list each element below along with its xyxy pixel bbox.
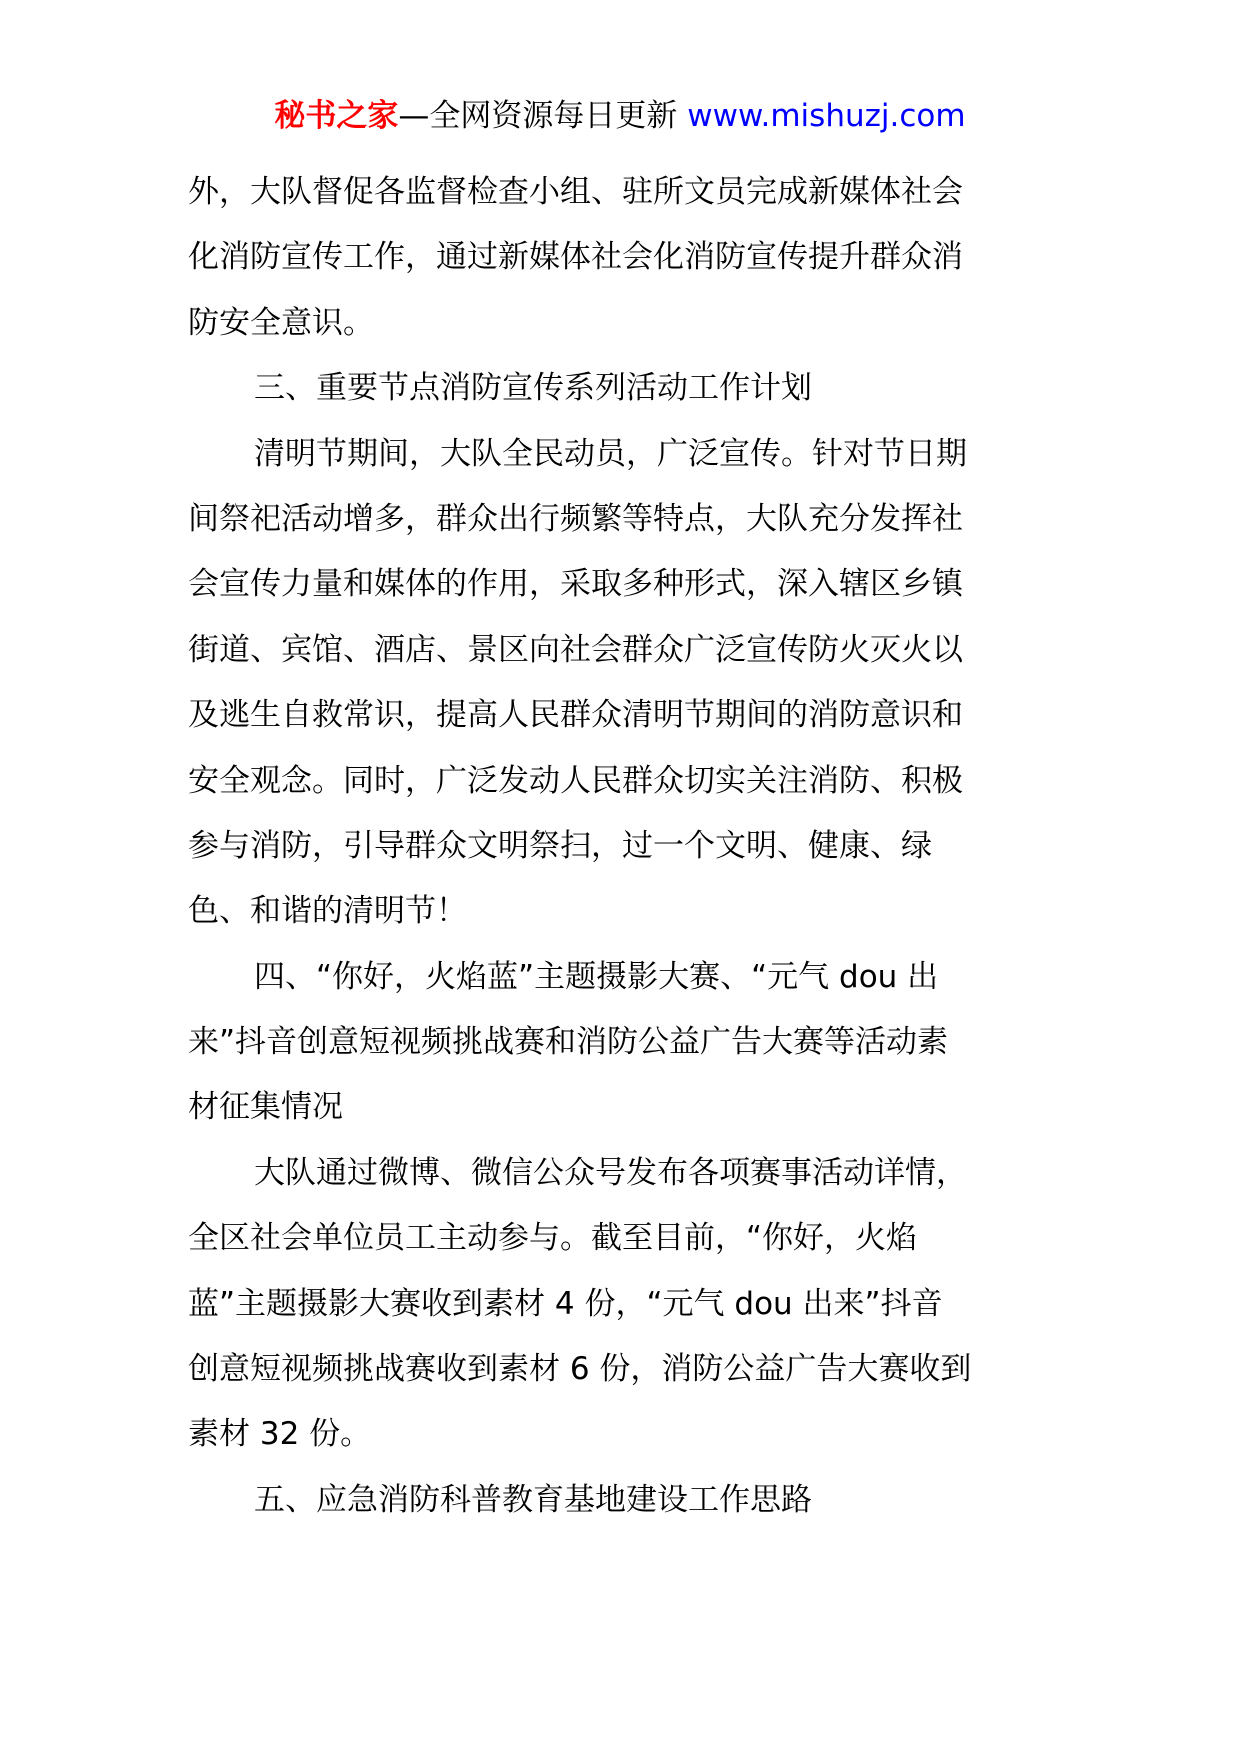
text-line: 及逃生自救常识，提高人民群众清明节期间的消防意识和	[188, 697, 963, 734]
site-brand: 秘书之家	[274, 98, 399, 134]
text-line: 间祭祀活动增多，群众出行频繁等特点，大队充分发挥社	[188, 500, 963, 537]
section-heading-4	[188, 945, 1058, 1141]
site-slogan: —全网资源每日更新	[398, 98, 688, 134]
page-header	[0, 96, 1240, 136]
paragraph-materials-collected	[188, 1141, 1058, 1468]
section-heading-3	[188, 356, 1058, 421]
heading-line: 四、“你好，火焰蓝”主题摄影大赛、“元气 dou 出	[254, 958, 939, 995]
text-line: 全区社会单位员工主动参与。截至目前，“你好，火焰	[188, 1220, 918, 1257]
text-line: 素材 32 份。	[188, 1416, 372, 1453]
document-body	[188, 160, 1058, 1533]
text-line: 化消防宣传工作，通过新媒体社会化消防宣传提升群众消	[188, 239, 963, 276]
text-line: 清明节期间，大队全民动员，广泛宣传。针对节日期	[254, 435, 967, 472]
text-line: 外，大队督促各监督检查小组、驻所文员完成新媒体社会	[188, 174, 963, 210]
text-line: 蓝”主题摄影大赛收到素材 4 份，“元气 dou 出来”抖音	[188, 1285, 943, 1322]
heading-line: 来”抖音创意短视频挑战赛和消防公益广告大赛等活动素	[188, 1024, 949, 1061]
text-line: 大队通过微博、微信公众号发布各项赛事活动详情，	[254, 1154, 967, 1191]
heading-line: 三、重要节点消防宣传系列活动工作计划	[254, 370, 812, 407]
text-line: 防安全意识。	[188, 304, 374, 341]
site-url-link[interactable]: www.mishuzj.com	[687, 98, 966, 134]
text-line: 街道、宾馆、酒店、景区向社会群众广泛宣传防火灭火以	[188, 631, 963, 668]
paragraph-qingming	[188, 422, 1058, 945]
heading-line: 五、应急消防科普教育基地建设工作思路	[254, 1481, 812, 1518]
paragraph-new-media-continuation	[188, 160, 1058, 356]
text-line: 安全观念。同时，广泛发动人民群众切实关注消防、积极	[188, 762, 963, 799]
text-line: 会宣传力量和媒体的作用，采取多种形式，深入辖区乡镇	[188, 566, 963, 603]
text-line: 参与消防，引导群众文明祭扫，过一个文明、健康、绿	[188, 827, 932, 864]
section-heading-5	[188, 1468, 1058, 1533]
text-line: 创意短视频挑战赛收到素材 6 份，消防公益广告大赛收到	[188, 1351, 972, 1388]
text-line: 色、和谐的清明节！	[188, 893, 467, 930]
heading-line: 材征集情况	[188, 1089, 343, 1126]
